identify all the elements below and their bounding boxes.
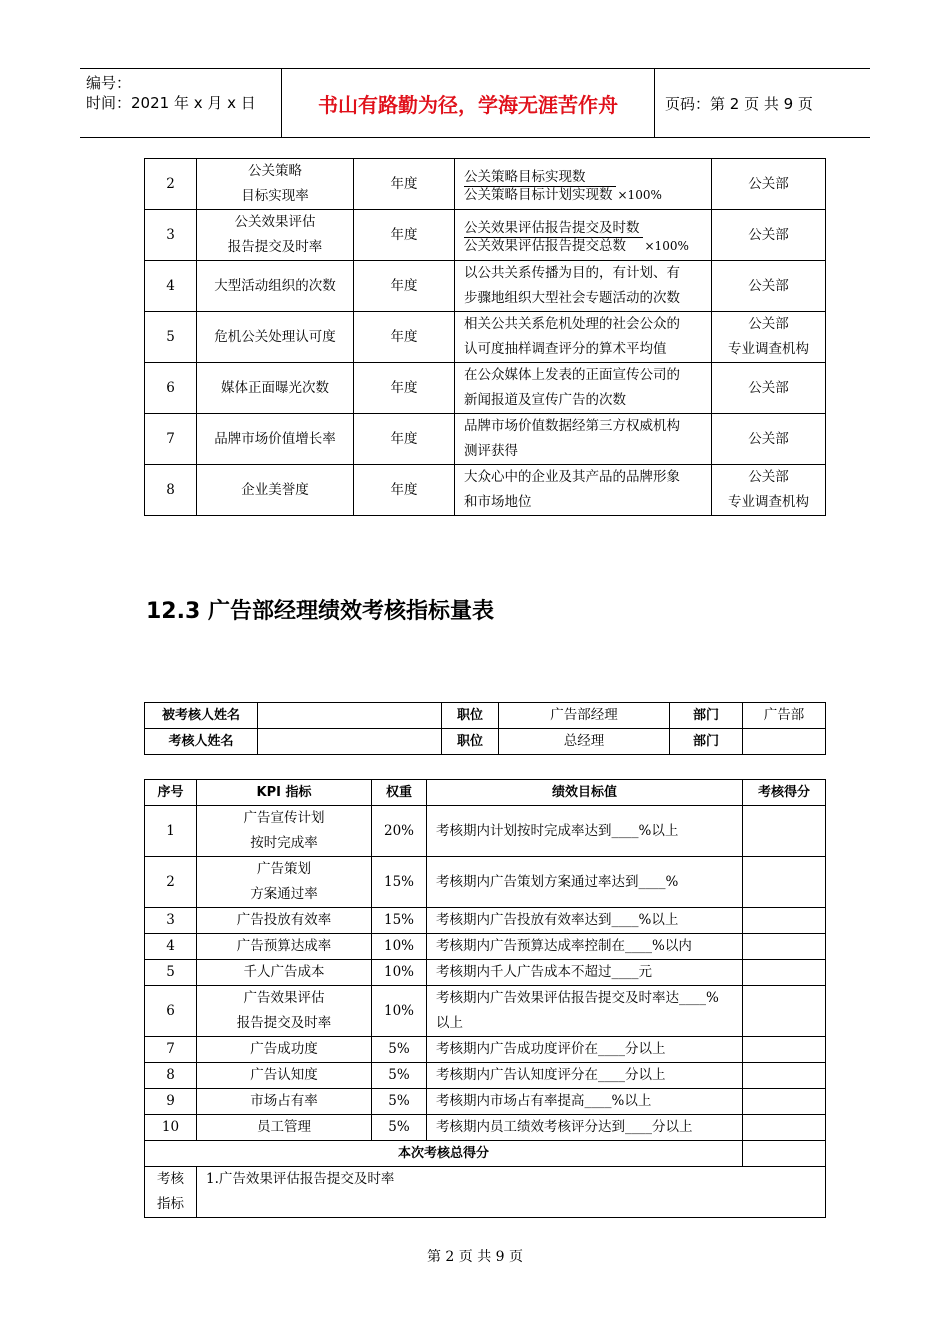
fraction (464, 169, 616, 204)
indicator-definition (455, 312, 712, 363)
position-label: 职位 (442, 729, 499, 755)
department-line: 公关部 (748, 430, 789, 447)
note-text: 1.广告效果评估报告提交及时率 (197, 1167, 826, 1218)
table-row (145, 806, 826, 857)
evaluation-info-table (144, 702, 826, 755)
indicator-definition (455, 261, 712, 312)
kpi-name (197, 1063, 372, 1089)
kpi-target-line: 考核期内计划按时完成率达到____%以上 (436, 822, 679, 839)
code-label: 编号： (86, 74, 132, 92)
row-number: 7 (145, 1037, 197, 1063)
kpi-target-line: 考核期内广告效果评估报告提交及时率达____% (436, 990, 719, 1006)
indicator-definition (455, 210, 712, 261)
table-row (145, 363, 826, 414)
kpi-name-line: 员工管理 (257, 1119, 311, 1135)
department-label: 部门 (670, 729, 743, 755)
row-number: 2 (145, 857, 197, 908)
kpi-name-line: 市场占有率 (250, 1093, 318, 1109)
kpi-weight: 5% (372, 1037, 427, 1063)
row-number: 2 (145, 159, 197, 210)
indicator-definition (455, 159, 712, 210)
indicator-name (197, 312, 354, 363)
ad-kpi-table (144, 779, 826, 1218)
kpi-score-cell[interactable] (743, 1063, 826, 1089)
fraction (464, 220, 643, 255)
department-line: 专业调查机构 (728, 494, 809, 510)
table-row (145, 414, 826, 465)
kpi-name-line: 广告策划 (257, 861, 311, 877)
kpi-score-cell[interactable] (743, 908, 826, 934)
row-number: 9 (145, 1089, 197, 1115)
kpi-weight: 15% (372, 908, 427, 934)
indicator-name-line: 公关策略 (248, 163, 302, 179)
kpi-target (427, 986, 743, 1037)
kpi-score-cell[interactable] (743, 1089, 826, 1115)
kpi-target-line: 考核期内千人广告成本不超过____元 (436, 964, 652, 980)
col-header-score: 考核得分 (743, 780, 826, 806)
table-row (145, 465, 826, 516)
table-row (145, 1115, 826, 1141)
assessment-period: 年度 (354, 159, 455, 210)
kpi-target (427, 1089, 743, 1115)
position-value: 广告部经理 (499, 703, 670, 729)
definition-line: 新闻报道及宣传广告的次数 (464, 392, 626, 408)
row-number: 7 (145, 414, 197, 465)
kpi-name (197, 1037, 372, 1063)
col-header-target: 绩效目标值 (427, 780, 743, 806)
kpi-weight: 10% (372, 934, 427, 960)
kpi-target-line: 考核期内广告投放有效率达到____%以上 (436, 912, 679, 928)
kpi-target (427, 960, 743, 986)
responsible-department (712, 261, 826, 312)
table-row (145, 159, 826, 210)
kpi-name-line: 广告认知度 (250, 1067, 318, 1083)
indicator-definition (455, 465, 712, 516)
department-line: 专业调查机构 (728, 341, 809, 357)
kpi-score-cell[interactable] (743, 806, 826, 857)
kpi-target (427, 1037, 743, 1063)
kpi-name (197, 1115, 372, 1141)
indicator-name-line: 品牌市场价值增长率 (214, 430, 336, 447)
table-row (145, 210, 826, 261)
kpi-name (197, 806, 372, 857)
kpi-target (427, 934, 743, 960)
total-score-row (145, 1141, 826, 1167)
numerator: 公关效果评估报告提交及时数 (464, 220, 643, 238)
department-value[interactable] (743, 729, 826, 755)
kpi-name-line: 广告投放有效率 (236, 912, 332, 928)
header-page-label: 页码：第 2 页 共 9 页 (665, 94, 813, 113)
table-row (145, 934, 826, 960)
assessment-period: 年度 (354, 465, 455, 516)
kpi-score-cell[interactable] (743, 1115, 826, 1141)
total-score-cell[interactable] (743, 1141, 826, 1167)
department-line: 公关部 (748, 277, 789, 294)
indicator-name (197, 414, 354, 465)
assessment-period: 年度 (354, 261, 455, 312)
table-row (145, 960, 826, 986)
kpi-target-line: 考核期内广告策划方案通过率达到____% (436, 873, 679, 890)
info-row (145, 729, 826, 755)
total-score-label: 本次考核总得分 (145, 1141, 743, 1167)
note-row (145, 1167, 826, 1218)
kpi-weight: 5% (372, 1115, 427, 1141)
responsible-department (712, 414, 826, 465)
multiplier: ×100% (644, 238, 689, 253)
definition-line: 在公众媒体上发表的正面宣传公司的 (464, 367, 680, 383)
denominator: 公关策略目标计划实现数 (464, 186, 613, 203)
indicator-name (197, 465, 354, 516)
assessment-period: 年度 (354, 363, 455, 414)
indicator-name-line: 企业美誉度 (241, 481, 309, 498)
formula (464, 220, 689, 255)
page-footer: 第 2 页 共 9 页 (426, 1249, 524, 1265)
table-row (145, 261, 826, 312)
indicator-name-line: 危机公关处理认可度 (214, 328, 336, 345)
definition-line: 大众心中的企业及其产品的品牌形象 (464, 469, 680, 485)
row-number: 6 (145, 986, 197, 1037)
indicator-name (197, 210, 354, 261)
evaluatee-name-label: 被考核人姓名 (145, 703, 258, 729)
row-number: 4 (145, 261, 197, 312)
indicator-name (197, 159, 354, 210)
row-number: 3 (145, 210, 197, 261)
indicator-name (197, 261, 354, 312)
row-number: 10 (145, 1115, 197, 1141)
kpi-name-line: 按时完成率 (250, 835, 318, 851)
kpi-name-line: 报告提交及时率 (236, 1015, 332, 1031)
row-number: 5 (145, 312, 197, 363)
kpi-weight: 15% (372, 857, 427, 908)
indicator-definition (455, 414, 712, 465)
department-line: 公关部 (748, 175, 789, 192)
row-number: 8 (145, 1063, 197, 1089)
note-label-line: 指标 (157, 1196, 184, 1212)
col-header-kpi: KPI 指标 (197, 780, 372, 806)
kpi-target (427, 1063, 743, 1089)
table-row (145, 1037, 826, 1063)
row-number: 6 (145, 363, 197, 414)
kpi-target (427, 1115, 743, 1141)
indicator-name-line: 报告提交及时率 (227, 239, 323, 255)
multiplier: ×100% (617, 187, 662, 202)
assessment-period: 年度 (354, 414, 455, 465)
indicator-name-line: 目标实现率 (241, 188, 309, 204)
indicator-name-line: 媒体正面曝光次数 (221, 379, 329, 396)
indicator-name-line: 公关效果评估 (234, 214, 316, 230)
kpi-target (427, 908, 743, 934)
row-number: 1 (145, 806, 197, 857)
assessment-period: 年度 (354, 312, 455, 363)
kpi-name (197, 986, 372, 1037)
row-number: 8 (145, 465, 197, 516)
kpi-weight: 20% (372, 806, 427, 857)
kpi-name (197, 1089, 372, 1115)
row-number: 5 (145, 960, 197, 986)
col-header-weight: 权重 (372, 780, 427, 806)
department-line: 公关部 (748, 379, 789, 396)
denominator: 公关效果评估报告提交总数 (464, 237, 626, 254)
kpi-name (197, 960, 372, 986)
kpi-weight: 10% (372, 986, 427, 1037)
kpi-target-line: 考核期内广告预算达成率控制在____%以内 (436, 938, 692, 954)
indicator-name-line: 大型活动组织的次数 (214, 277, 336, 294)
kpi-weight: 5% (372, 1089, 427, 1115)
kpi-score-cell[interactable] (743, 934, 826, 960)
department-line: 公关部 (748, 226, 789, 243)
kpi-name-line: 广告成功度 (250, 1041, 318, 1057)
kpi-target-line: 以上 (436, 1015, 463, 1031)
formula (464, 169, 662, 204)
note-label-line: 考核 (157, 1171, 184, 1187)
table-row (145, 986, 826, 1037)
kpi-name-line: 广告预算达成率 (236, 938, 332, 954)
kpi-name-line: 千人广告成本 (243, 964, 325, 980)
responsible-department (712, 465, 826, 516)
table-row (145, 908, 826, 934)
kpi-name-line: 广告效果评估 (243, 990, 325, 1006)
table-row (145, 312, 826, 363)
kpi-name (197, 857, 372, 908)
note-label (145, 1167, 197, 1218)
kpi-target-line: 考核期内员工绩效考核评分达到____分以上 (436, 1119, 693, 1135)
position-value: 总经理 (499, 729, 670, 755)
table-row (145, 857, 826, 908)
kpi-weight: 10% (372, 960, 427, 986)
definition-line: 步骤地组织大型社会专题活动的次数 (464, 290, 680, 306)
kpi-header-row (145, 780, 826, 806)
definition-line: 测评获得 (464, 443, 518, 459)
responsible-department (712, 363, 826, 414)
department-value: 广告部 (743, 703, 826, 729)
definition-line: 以公共关系传播为目的，有计划、有 (464, 265, 680, 281)
table-row (145, 1063, 826, 1089)
kpi-name-line: 方案通过率 (250, 886, 318, 902)
department-line: 公关部 (748, 469, 789, 485)
info-row (145, 703, 826, 729)
definition-line: 认可度抽样调查评分的算术平均值 (464, 341, 667, 357)
header-motto: 书山有路勤为径，学海无涯苦作舟 (282, 69, 655, 137)
kpi-score-cell[interactable] (743, 857, 826, 908)
definition-line: 品牌市场价值数据经第三方权威机构 (464, 418, 680, 434)
definition-line: 相关公共关系危机处理的社会公众的 (464, 316, 680, 332)
responsible-department (712, 312, 826, 363)
kpi-target-line: 考核期内广告成功度评价在____分以上 (436, 1041, 666, 1057)
department-line: 公关部 (748, 316, 789, 332)
department-label: 部门 (670, 703, 743, 729)
section-title: 12.3 广告部经理绩效考核指标量表 (146, 599, 494, 624)
indicator-definition (455, 363, 712, 414)
position-label: 职位 (442, 703, 499, 729)
kpi-target-line: 考核期内市场占有率提高____%以上 (436, 1093, 652, 1109)
evaluatee-name-field[interactable] (258, 703, 442, 729)
table-row (145, 1089, 826, 1115)
kpi-target (427, 857, 743, 908)
evaluator-name-label: 考核人姓名 (145, 729, 258, 755)
assessment-period: 年度 (354, 210, 455, 261)
kpi-score-cell[interactable] (743, 1037, 826, 1063)
evaluator-name-field[interactable] (258, 729, 442, 755)
page-header (80, 68, 870, 138)
pr-kpi-table (144, 158, 826, 516)
row-number: 4 (145, 934, 197, 960)
kpi-name (197, 934, 372, 960)
responsible-department (712, 210, 826, 261)
numerator: 公关策略目标实现数 (464, 169, 616, 187)
time-label: 时间：2021 年 x 月 x 日 (86, 94, 256, 112)
kpi-score-cell[interactable] (743, 960, 826, 986)
kpi-name-line: 广告宣传计划 (243, 810, 325, 826)
kpi-weight: 5% (372, 1063, 427, 1089)
kpi-name (197, 908, 372, 934)
responsible-department (712, 159, 826, 210)
row-number: 3 (145, 908, 197, 934)
kpi-target-line: 考核期内广告认知度评分在____分以上 (436, 1067, 666, 1083)
header-meta (80, 69, 282, 137)
kpi-target (427, 806, 743, 857)
col-header-no: 序号 (145, 780, 197, 806)
definition-line: 和市场地位 (464, 494, 532, 510)
indicator-name (197, 363, 354, 414)
kpi-score-cell[interactable] (743, 986, 826, 1037)
